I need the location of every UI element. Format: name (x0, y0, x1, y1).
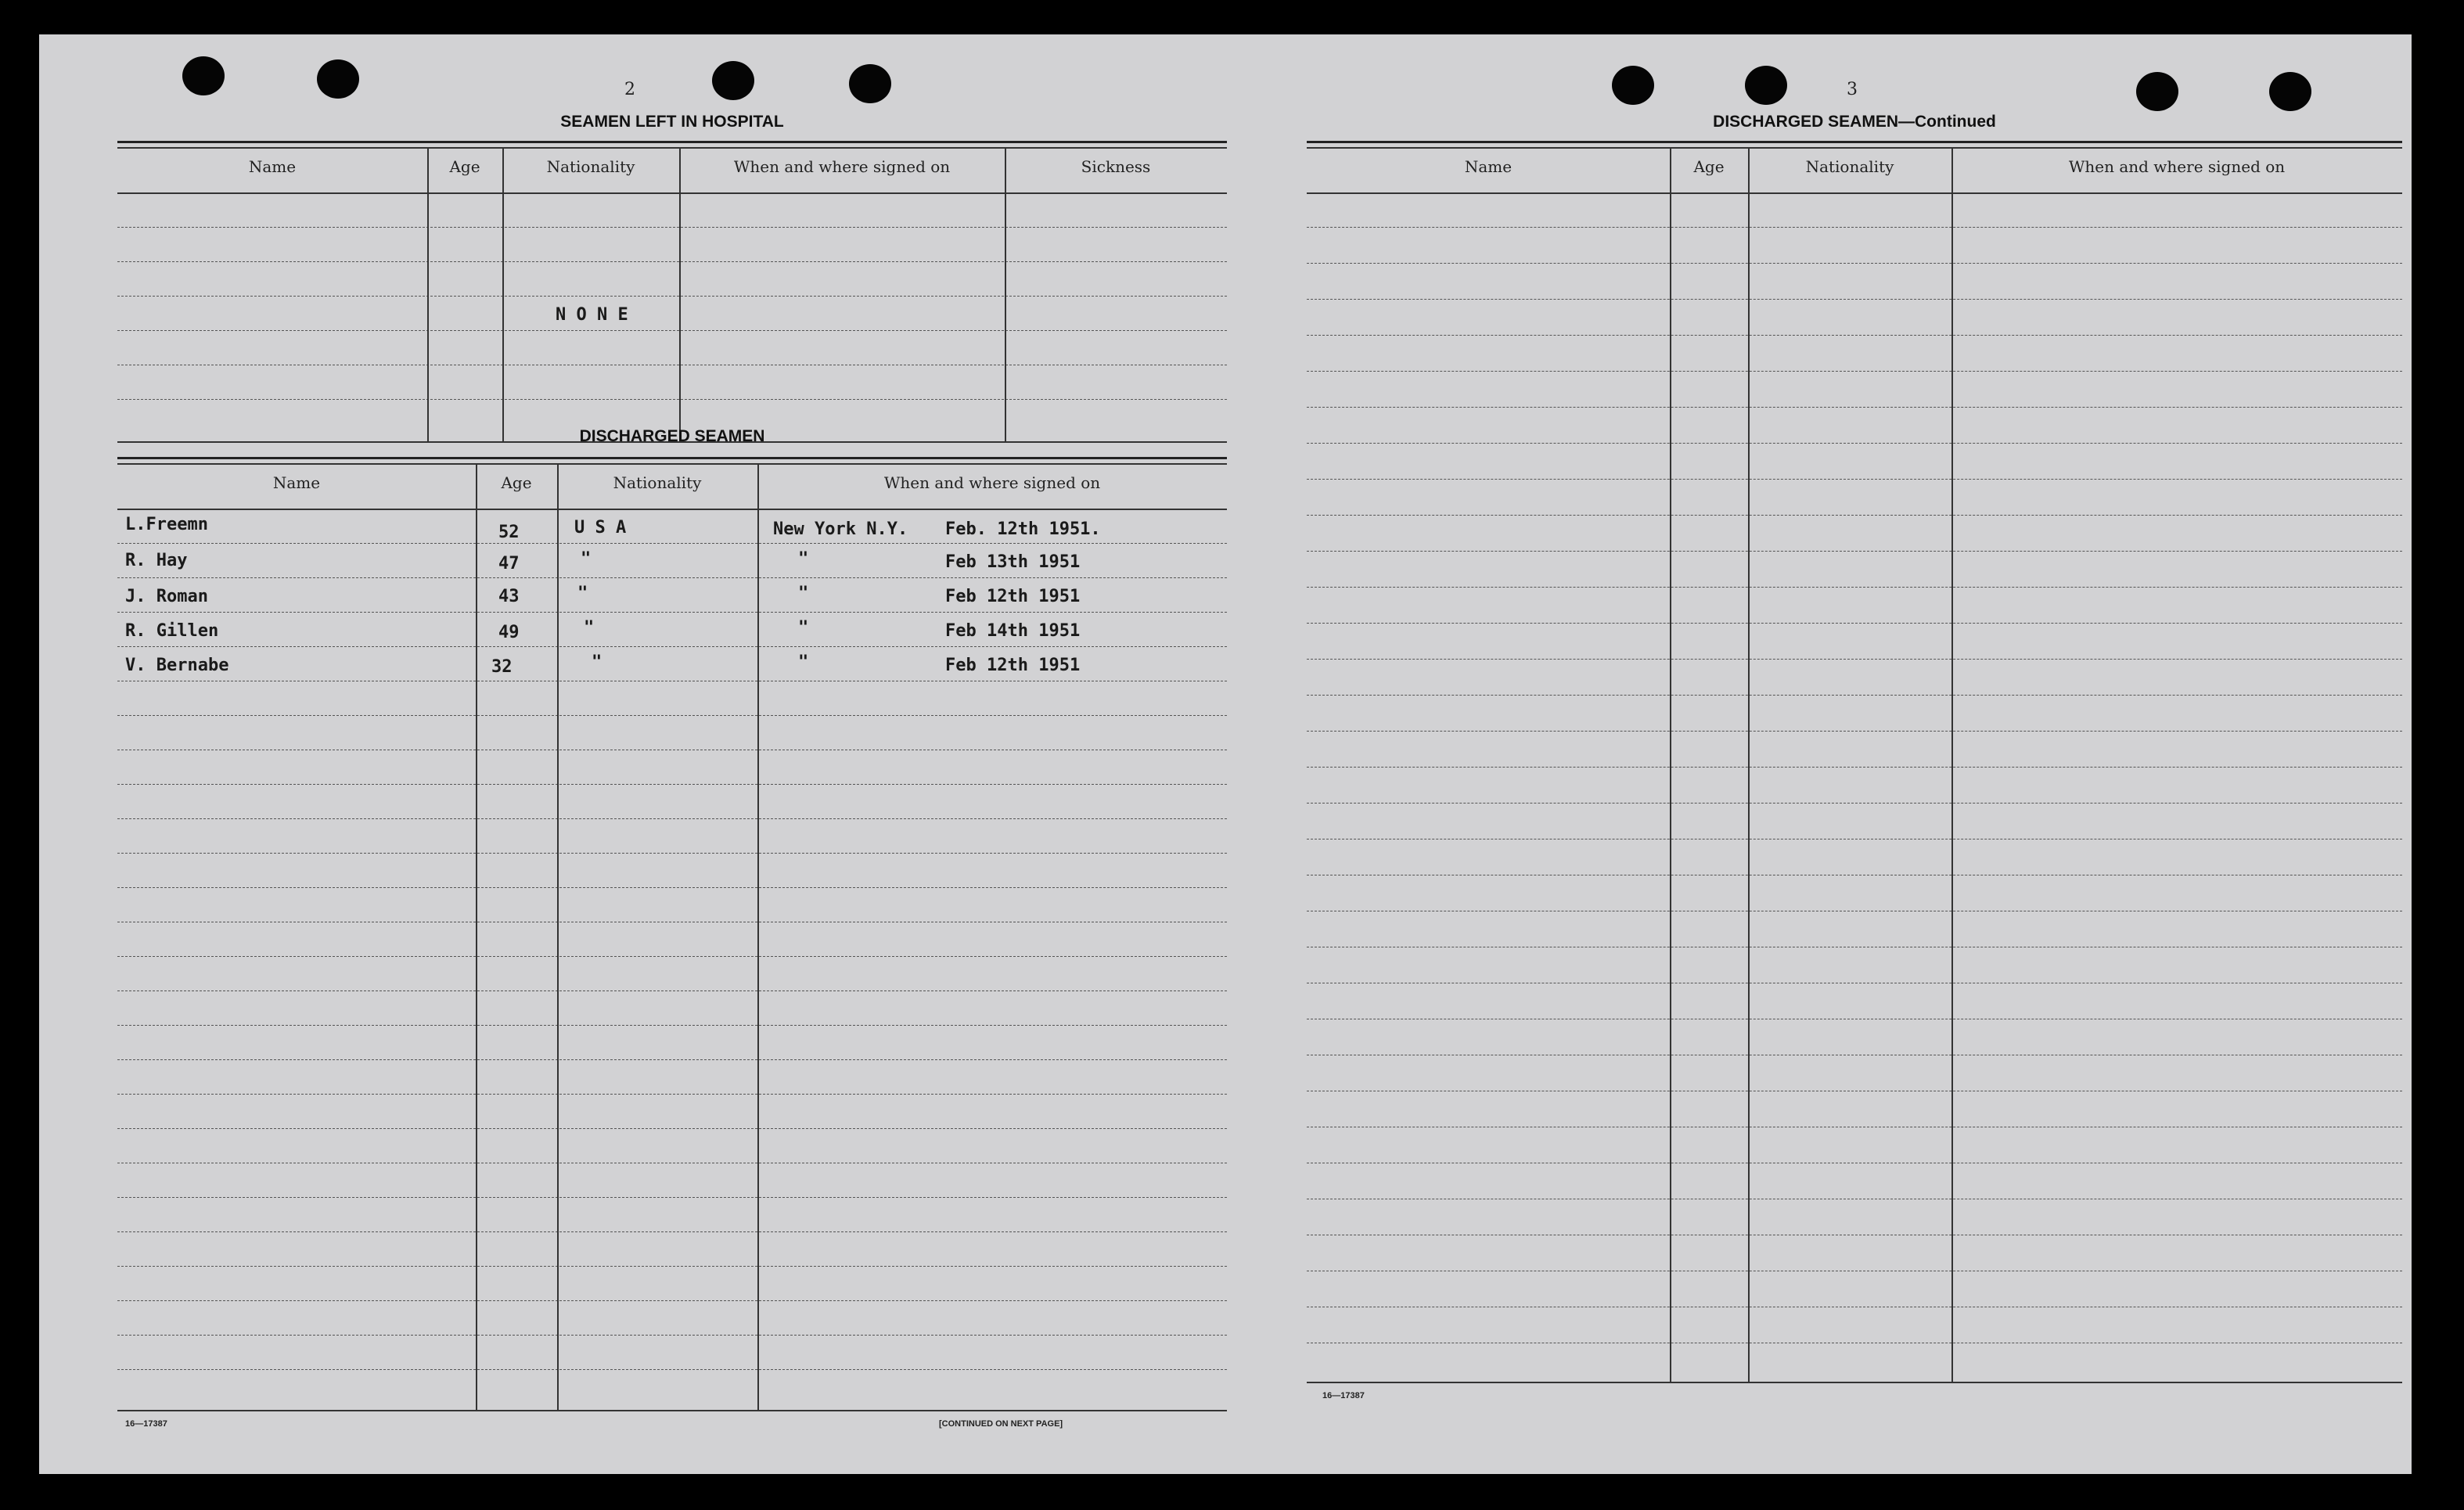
ruled-line (117, 1335, 1227, 1336)
form-id-right: 16—17387 (1322, 1391, 1365, 1400)
ruled-line (117, 1197, 1227, 1198)
ruled-line (117, 1231, 1227, 1232)
ruled-line (1307, 695, 2402, 696)
ruled-line (117, 1128, 1227, 1129)
ruled-line (1307, 803, 2402, 804)
ruled-line (117, 1369, 1227, 1370)
discharged-col-nationality: Nationality (613, 473, 702, 492)
ruled-line (1307, 479, 2402, 480)
discharged-col-name: Name (272, 473, 321, 492)
punch-hole (1612, 66, 1654, 105)
punch-hole (2269, 72, 2311, 111)
page-number-left: 2 (624, 80, 635, 99)
ruled-line (117, 1025, 1227, 1026)
punch-hole (2136, 72, 2178, 111)
punch-hole (317, 59, 359, 99)
discharged-row-2-nationality: " (581, 549, 592, 569)
ruled-line (117, 887, 1227, 888)
ruled-line (1307, 371, 2402, 372)
hospital-section-title: SEAMEN LEFT IN HOSPITAL (560, 113, 784, 131)
discharged-row-3-name: J. Roman (125, 587, 208, 606)
hospital-col-sickness: Sickness (1081, 157, 1151, 176)
discharged-row-2-place: " (798, 549, 809, 569)
ruled-line (117, 853, 1227, 854)
ruled-line (117, 543, 1227, 544)
discharged-col-age: Age (501, 473, 532, 492)
document-sheet (39, 34, 2412, 1474)
discharged-row-4-nationality: " (584, 618, 595, 638)
hospital-col-signed-on: When and where signed on (733, 157, 951, 176)
discharged-row-4-name: R. Gillen (125, 621, 219, 641)
discharged-row-1-place: New York N.Y. (773, 520, 908, 539)
ruled-line (1307, 767, 2402, 768)
ruled-line (1307, 587, 2402, 588)
discharged-col-signed-on: When and where signed on (883, 473, 1101, 492)
discharged-section-title: DISCHARGED SEAMEN (579, 427, 765, 445)
hospital-none-entry: N O N E (556, 305, 628, 325)
ruled-line (117, 1266, 1227, 1267)
discharged-row-5-date: Feb 12th 1951 (945, 656, 1081, 675)
ruled-line (1307, 227, 2402, 228)
discharged-row-4-age: 49 (498, 623, 520, 642)
ruled-line (117, 715, 1227, 716)
punch-hole (182, 56, 225, 95)
continued-col-age: Age (1693, 157, 1725, 176)
ruled-line (1307, 299, 2402, 300)
continued-table (1307, 141, 2402, 1385)
hospital-col-name: Name (248, 157, 297, 176)
discharged-row-5-age: 32 (491, 657, 513, 677)
discharged-row-4-place: " (798, 618, 809, 638)
ruled-line (1307, 263, 2402, 264)
discharged-row-3-nationality: " (577, 584, 588, 603)
discharged-row-2-age: 47 (498, 554, 520, 573)
ruled-line (117, 784, 1227, 785)
ruled-line (1307, 407, 2402, 408)
discharged-row-4-date: Feb 14th 1951 (945, 621, 1081, 641)
hospital-col-nationality: Nationality (546, 157, 635, 176)
discharged-row-1-nationality: U S A (574, 518, 627, 537)
discharged-row-5-name: V. Bernabe (125, 656, 229, 675)
ruled-line (117, 956, 1227, 957)
discharged-row-3-place: " (798, 584, 809, 603)
ruled-line (117, 1300, 1227, 1301)
punch-hole (849, 64, 891, 103)
page-number-right: 3 (1847, 80, 1858, 99)
continued-col-signed-on: When and where signed on (2068, 157, 2286, 176)
ruled-line (1307, 551, 2402, 552)
discharged-row-5-place: " (798, 653, 809, 672)
ruled-line (117, 1094, 1227, 1095)
discharged-table (117, 457, 1227, 1413)
ruled-line (1307, 659, 2402, 660)
ruled-line (1307, 623, 2402, 624)
hospital-table (117, 141, 1227, 444)
ruled-line (1307, 443, 2402, 444)
ruled-line (117, 612, 1227, 613)
ruled-line (117, 577, 1227, 578)
ruled-line (117, 1059, 1227, 1060)
discharged-row-1-age: 52 (498, 523, 520, 542)
ruled-line (117, 818, 1227, 819)
discharged-row-1-name: L.Freemn (125, 515, 208, 534)
ruled-line (1307, 335, 2402, 336)
discharged-row-5-nationality: " (592, 653, 603, 672)
continued-note: [CONTINUED ON NEXT PAGE] (939, 1419, 1063, 1429)
ruled-line (117, 990, 1227, 991)
continued-col-nationality: Nationality (1805, 157, 1894, 176)
ruled-line (1307, 731, 2402, 732)
punch-hole (712, 61, 754, 100)
ruled-line (1307, 515, 2402, 516)
hospital-col-age: Age (449, 157, 480, 176)
punch-hole (1745, 66, 1787, 105)
discharged-row-3-date: Feb 12th 1951 (945, 587, 1081, 606)
ruled-line (117, 646, 1227, 647)
discharged-row-1-date: Feb. 12th 1951. (945, 520, 1101, 539)
form-id-left: 16—17387 (125, 1419, 167, 1429)
discharged-row-2-date: Feb 13th 1951 (945, 552, 1081, 572)
continued-section-title: DISCHARGED SEAMEN—Continued (1713, 113, 1996, 131)
continued-col-name: Name (1464, 157, 1513, 176)
discharged-row-2-name: R. Hay (125, 551, 188, 570)
discharged-row-3-age: 43 (498, 587, 520, 606)
